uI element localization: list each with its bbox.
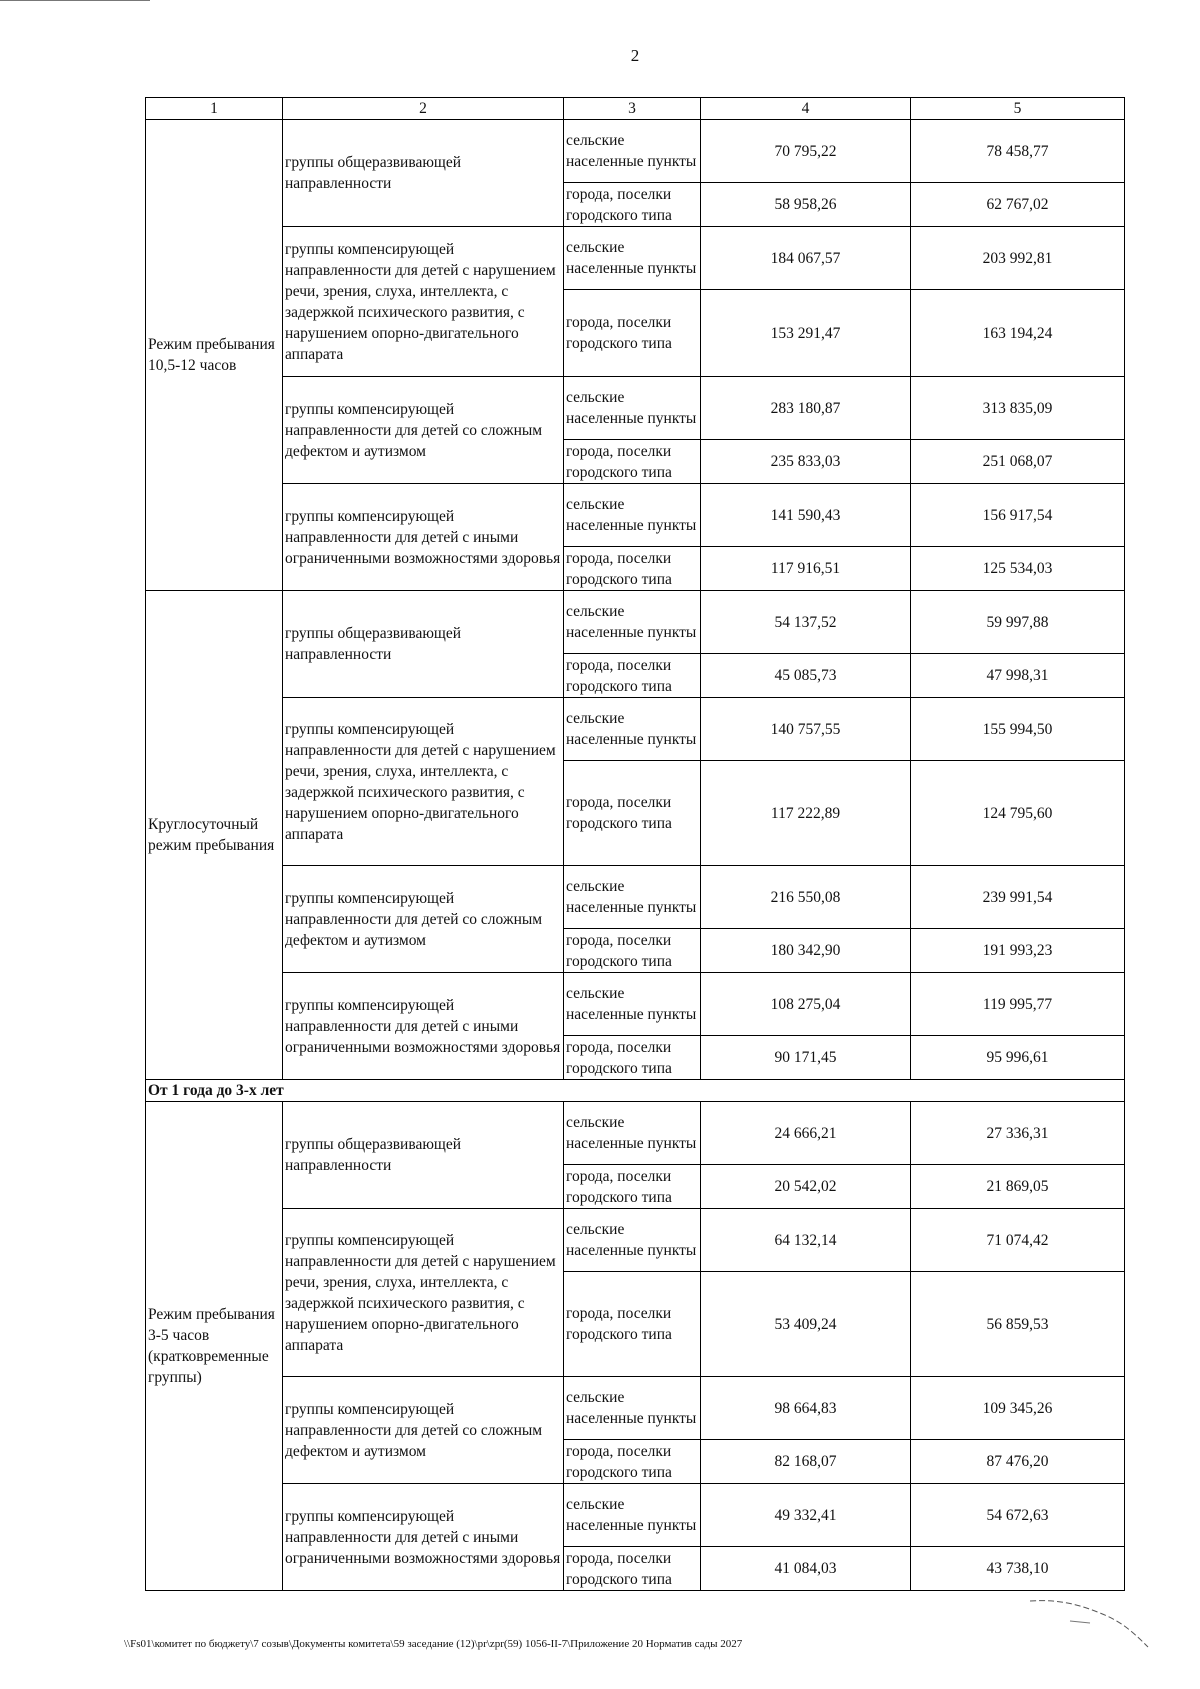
table-row xyxy=(146,227,1125,290)
settlement-cell: сельские населенные пункты xyxy=(564,1484,701,1547)
value-cell: 53 409,24 xyxy=(701,1272,911,1377)
col-header-4: 4 xyxy=(701,98,911,120)
regime-cell: Режим пребывания 3-5 часов (кратковременные группы) xyxy=(146,1102,283,1591)
value-cell: 251 068,07 xyxy=(911,440,1125,484)
group-cell: группы компенсирующей направленности для детей с нарушением речи, зрения, слуха, интеллекта, с задержкой психического развития, с нарушением опорно-двигательного аппарата xyxy=(283,1209,564,1377)
settlement-cell: сельские населенные пункты xyxy=(564,591,701,654)
settlement-cell: сельские населенные пункты xyxy=(564,120,701,183)
value-cell: 108 275,04 xyxy=(701,973,911,1036)
value-cell: 216 550,08 xyxy=(701,866,911,929)
value-cell: 235 833,03 xyxy=(701,440,911,484)
value-cell: 71 074,42 xyxy=(911,1209,1125,1272)
settlement-cell: сельские населенные пункты xyxy=(564,1377,701,1440)
value-cell: 155 994,50 xyxy=(911,698,1125,761)
regime-cell: Круглосуточный режим пребывания xyxy=(146,591,283,1080)
value-cell: 41 084,03 xyxy=(701,1547,911,1591)
value-cell: 78 458,77 xyxy=(911,120,1125,183)
table-row xyxy=(146,973,1125,1036)
group-cell: группы компенсирующей направленности для детей с нарушением речи, зрения, слуха, интеллекта, с задержкой психического развития, с нарушением опорно-двигательного аппарата xyxy=(283,227,564,377)
file-path-footer: \\Fs01\комитет по бюджету\7 созыв\Документы комитета\59 заседание (12)\pr\zpr(59) 1056-II-7\Приложение 20 Норматив сады 2027 xyxy=(124,1638,743,1650)
value-cell: 180 342,90 xyxy=(701,929,911,973)
settlement-cell: города, поселки городского типа xyxy=(564,654,701,698)
value-cell: 117 222,89 xyxy=(701,761,911,866)
settlement-cell: города, поселки городского типа xyxy=(564,1440,701,1484)
value-cell: 109 345,26 xyxy=(911,1377,1125,1440)
value-cell: 239 991,54 xyxy=(911,866,1125,929)
value-cell: 56 859,53 xyxy=(911,1272,1125,1377)
table-row xyxy=(146,866,1125,929)
col-header-3: 3 xyxy=(564,98,701,120)
settlement-cell: города, поселки городского типа xyxy=(564,1165,701,1209)
normative-table xyxy=(145,97,1125,1591)
settlement-cell: сельские населенные пункты xyxy=(564,1209,701,1272)
value-cell: 90 171,45 xyxy=(701,1036,911,1080)
value-cell: 156 917,54 xyxy=(911,484,1125,547)
handwritten-mark xyxy=(1030,1595,1150,1655)
group-cell: группы компенсирующей направленности для детей со сложным дефектом и аутизмом xyxy=(283,377,564,484)
group-cell: группы общеразвивающей направленности xyxy=(283,1102,564,1209)
regime-cell: Режим пребывания 10,5-12 часов xyxy=(146,120,283,591)
group-cell: группы компенсирующей направленности для детей с иными ограниченными возможностями здоровья xyxy=(283,1484,564,1591)
settlement-cell: сельские населенные пункты xyxy=(564,973,701,1036)
col-header-1: 1 xyxy=(146,98,283,120)
group-cell: группы общеразвивающей направленности xyxy=(283,120,564,227)
value-cell: 64 132,14 xyxy=(701,1209,911,1272)
value-cell: 43 738,10 xyxy=(911,1547,1125,1591)
table-row xyxy=(146,120,1125,183)
group-cell: группы компенсирующей направленности для детей с иными ограниченными возможностями здоровья xyxy=(283,973,564,1080)
group-cell: группы компенсирующей направленности для детей с нарушением речи, зрения, слуха, интеллекта, с задержкой психического развития, с нарушением опорно-двигательного аппарата xyxy=(283,698,564,866)
value-cell: 141 590,43 xyxy=(701,484,911,547)
value-cell: 70 795,22 xyxy=(701,120,911,183)
group-cell: группы компенсирующей направленности для детей с иными ограниченными возможностями здоровья xyxy=(283,484,564,591)
col-header-5: 5 xyxy=(911,98,1125,120)
settlement-cell: города, поселки городского типа xyxy=(564,290,701,377)
value-cell: 125 534,03 xyxy=(911,547,1125,591)
value-cell: 24 666,21 xyxy=(701,1102,911,1165)
value-cell: 117 916,51 xyxy=(701,547,911,591)
value-cell: 203 992,81 xyxy=(911,227,1125,290)
section-label: От 1 года до 3-х лет xyxy=(146,1080,1125,1102)
value-cell: 95 996,61 xyxy=(911,1036,1125,1080)
table-row xyxy=(146,591,1125,654)
value-cell: 119 995,77 xyxy=(911,973,1125,1036)
value-cell: 191 993,23 xyxy=(911,929,1125,973)
settlement-cell: сельские населенные пункты xyxy=(564,698,701,761)
header-row xyxy=(146,98,1125,120)
value-cell: 45 085,73 xyxy=(701,654,911,698)
value-cell: 20 542,02 xyxy=(701,1165,911,1209)
settlement-cell: города, поселки городского типа xyxy=(564,1036,701,1080)
value-cell: 184 067,57 xyxy=(701,227,911,290)
group-cell: группы компенсирующей направленности для детей со сложным дефектом и аутизмом xyxy=(283,1377,564,1484)
value-cell: 87 476,20 xyxy=(911,1440,1125,1484)
table-row xyxy=(146,1102,1125,1165)
value-cell: 54 672,63 xyxy=(911,1484,1125,1547)
value-cell: 140 757,55 xyxy=(701,698,911,761)
value-cell: 27 336,31 xyxy=(911,1102,1125,1165)
table-row xyxy=(146,1209,1125,1272)
value-cell: 62 767,02 xyxy=(911,183,1125,227)
group-cell: группы общеразвивающей направленности xyxy=(283,591,564,698)
page-number: 2 xyxy=(630,46,640,65)
value-cell: 21 869,05 xyxy=(911,1165,1125,1209)
value-cell: 313 835,09 xyxy=(911,377,1125,440)
value-cell: 47 998,31 xyxy=(911,654,1125,698)
settlement-cell: сельские населенные пункты xyxy=(564,227,701,290)
settlement-cell: города, поселки городского типа xyxy=(564,440,701,484)
settlement-cell: города, поселки городского типа xyxy=(564,183,701,227)
settlement-cell: города, поселки городского типа xyxy=(564,1272,701,1377)
settlement-cell: города, поселки городского типа xyxy=(564,761,701,866)
settlement-cell: города, поселки городского типа xyxy=(564,929,701,973)
table-row xyxy=(146,1377,1125,1440)
value-cell: 153 291,47 xyxy=(701,290,911,377)
value-cell: 163 194,24 xyxy=(911,290,1125,377)
table-row xyxy=(146,377,1125,440)
col-header-2: 2 xyxy=(283,98,564,120)
settlement-cell: сельские населенные пункты xyxy=(564,866,701,929)
section-row xyxy=(146,1080,1125,1102)
table-row xyxy=(146,1484,1125,1547)
value-cell: 54 137,52 xyxy=(701,591,911,654)
table-row xyxy=(146,484,1125,547)
value-cell: 49 332,41 xyxy=(701,1484,911,1547)
group-cell: группы компенсирующей направленности для детей со сложным дефектом и аутизмом xyxy=(283,866,564,973)
value-cell: 59 997,88 xyxy=(911,591,1125,654)
settlement-cell: сельские населенные пункты xyxy=(564,377,701,440)
value-cell: 124 795,60 xyxy=(911,761,1125,866)
table-row xyxy=(146,698,1125,761)
settlement-cell: сельские населенные пункты xyxy=(564,484,701,547)
settlement-cell: сельские населенные пункты xyxy=(564,1102,701,1165)
value-cell: 82 168,07 xyxy=(701,1440,911,1484)
settlement-cell: города, поселки городского типа xyxy=(564,1547,701,1591)
value-cell: 58 958,26 xyxy=(701,183,911,227)
value-cell: 98 664,83 xyxy=(701,1377,911,1440)
settlement-cell: города, поселки городского типа xyxy=(564,547,701,591)
scan-edge-line xyxy=(0,0,150,1)
value-cell: 283 180,87 xyxy=(701,377,911,440)
